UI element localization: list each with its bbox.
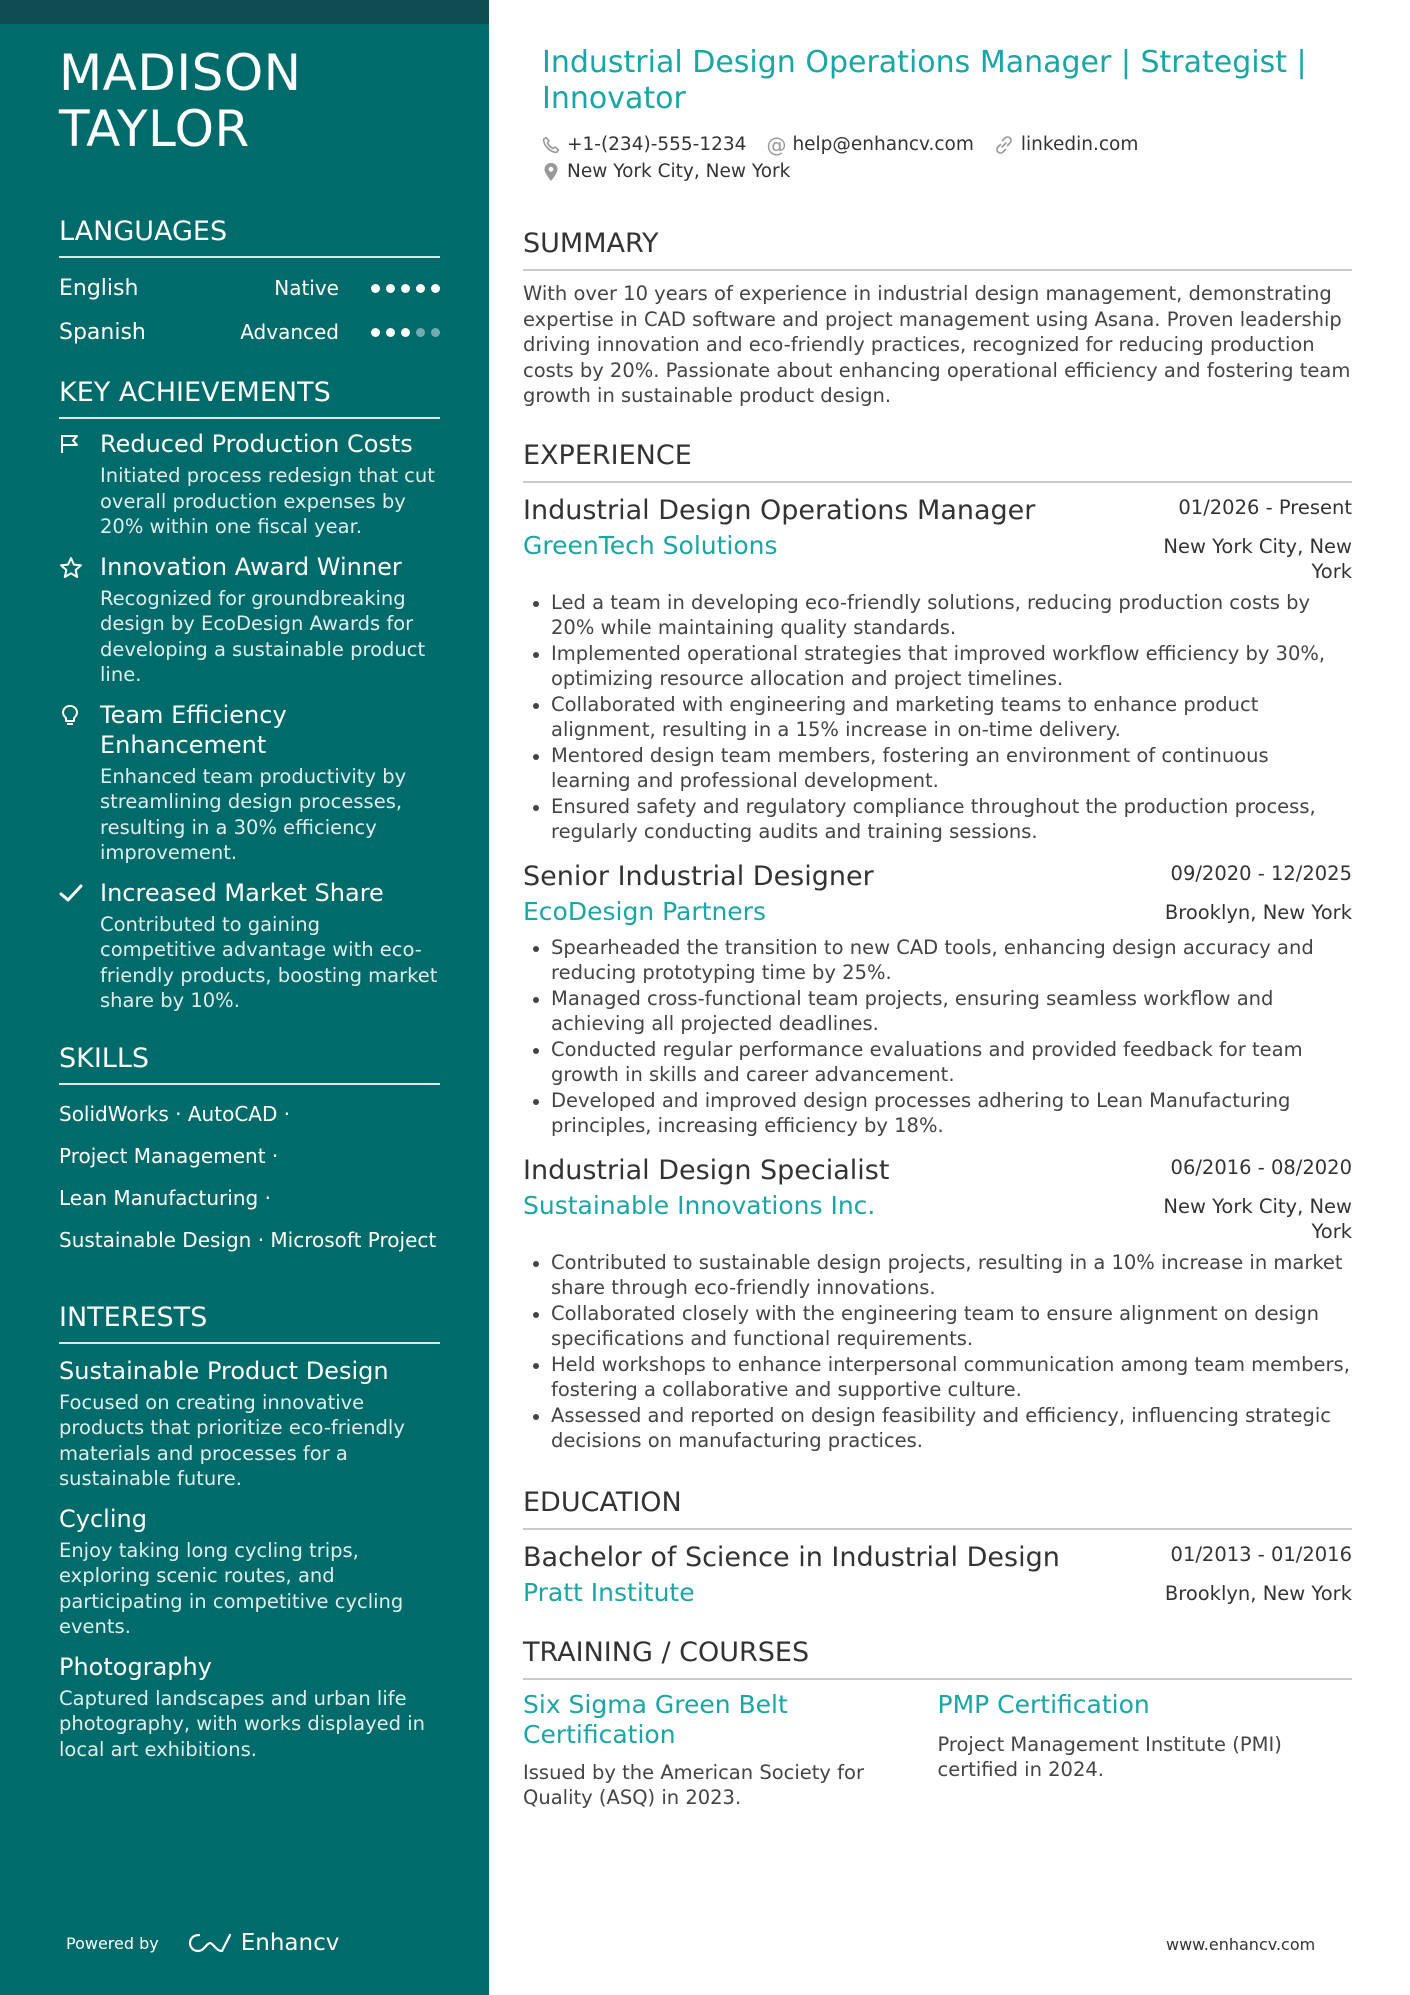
job-bullet: Collaborated with engineering and marketing teams to enhance product alignment, resulting in a 15% increase in on-time delivery. [523,692,1352,743]
course-item [938,1690,1353,1811]
course-item [523,1690,938,1811]
contact-info [542,131,1352,185]
rating-dot [386,328,395,337]
rating-dot [371,284,380,293]
job-bullet: Led a team in developing eco-friendly solutions, reducing production costs by 20% while maintaining quality standards. [523,590,1352,641]
job-bullet: Mentored design team members, fostering an environment of continuous learning and professional development. [523,743,1352,794]
language-rating [371,328,440,337]
job-bullets [523,935,1352,1139]
achievement-item [59,700,440,866]
job-bullet: Spearheaded the transition to new CAD tools, enhancing design accuracy and reducing prototyping time by 25%. [523,935,1352,986]
language-name: Spanish [59,319,146,345]
skill-line: Lean Manufacturing · [59,1185,271,1210]
interest-description: Focused on creating innovative products that prioritize eco-friendly materials and processes for a sustainable future. [59,1390,405,1490]
interest-description: Captured landscapes and urban life photography, with works displayed in local art exhibitions. [59,1686,425,1761]
achievement-title: Increased Market Share [100,878,384,907]
sidebar [0,0,489,1995]
candidate-name [59,45,440,157]
languages-section [59,215,440,354]
interest-description: Enjoy taking long cycling trips, exploring scenic routes, and participating in competitive cycling events. [59,1538,404,1638]
achievements-section [59,376,440,1014]
language-rating [371,284,440,293]
language-item [59,266,440,310]
contact-email[interactable] [766,133,973,157]
job-bullet: Collaborated closely with the engineering team to ensure alignment on design specifications and functional requirements. [523,1301,1352,1352]
job-bullet: Developed and improved design processes adhering to Lean Manufacturing principles, increasing efficiency by 18%. [523,1088,1352,1139]
skills-section [59,1042,440,1261]
flag-icon [59,429,100,540]
powered-by-label: Powered by [66,1933,159,1953]
checkmark-icon [59,878,100,1014]
footer-url[interactable]: www.enhancv.com [1166,1935,1316,1954]
enhancv-logo[interactable] [187,1930,340,1956]
job-company: GreenTech Solutions [523,530,778,560]
location-pin-icon [542,162,560,182]
phone-number: +1-(234)-555-1234 [567,134,747,155]
phone-icon [542,136,560,154]
rating-dot-empty [431,328,440,337]
experience-heading: EXPERIENCE [523,439,1352,483]
job-title: Senior Industrial Designer [523,860,874,892]
language-item [59,310,440,354]
interests-section [59,1301,440,1763]
job-company: Sustainable Innovations Inc. [523,1190,876,1220]
training-section [523,1636,1352,1811]
sidebar-top-bar [0,0,489,24]
job-location: New York City, New York [1163,534,1352,583]
job-bullet: Managed cross-functional team projects, ensuring seamless workflow and achieving all projected deadlines. [523,986,1352,1037]
job-title: Industrial Design Specialist [523,1154,890,1186]
language-level: Native [274,276,339,300]
job-bullets [523,1250,1352,1454]
achievement-description: Recognized for groundbreaking design by EcoDesign Awards for developing a sustainable product line. [100,586,426,686]
achievement-item [59,552,440,688]
job-company: EcoDesign Partners [523,896,766,926]
job-bullet: Assessed and reported on design feasibility and efficiency, influencing strategic decisions on manufacturing practices. [523,1403,1352,1454]
contact-location [542,161,790,182]
achievement-item [59,878,440,1014]
course-description: Project Management Institute (PMI) certified in 2024. [937,1732,1282,1781]
training-heading: TRAINING / COURSES [523,1636,1352,1680]
rating-dot [431,284,440,293]
skill-line: Sustainable Design · Microsoft Project [59,1227,437,1252]
languages-heading: LANGUAGES [59,215,440,258]
job-location: Brooklyn, New York [1164,900,1352,924]
job-bullet: Held workshops to enhance interpersonal communication among team members, fostering a collaborative and supportive culture. [523,1352,1352,1403]
star-icon [59,552,100,688]
interests-heading: INTERESTS [59,1301,440,1344]
achievement-description: Enhanced team productivity by streamlining design processes, resulting in a 30% efficiency improvement. [100,764,407,864]
school-name: Pratt Institute [523,1577,695,1607]
link-icon [994,136,1014,154]
headline: Industrial Design Operations Manager | Strategist | Innovator [542,45,1307,116]
rating-dot [401,328,410,337]
rating-dot [371,328,380,337]
interest-title: Cycling [59,1504,147,1533]
job-location: New York City, New York [1163,1194,1352,1243]
job-date: 06/2016 - 08/2020 [1170,1155,1352,1179]
education-date: 01/2013 - 01/2016 [1170,1542,1352,1566]
degree-title: Bachelor of Science in Industrial Design [523,1541,1060,1573]
summary-text: With over 10 years of experience in industrial design management, demonstrating expertise in CAD software and project management using Asana. Proven leadership driving innovation and eco-friendly practices, recognized for reducing production costs by 20%. Passionate about enhancing operational efficiency and fostering team growth in sustainable product design. [523,282,1351,407]
job-date: 09/2020 - 12/2025 [1170,861,1352,885]
interest-title: Photography [59,1652,212,1681]
contact-linkedin[interactable] [994,134,1138,155]
email-address: help@enhancv.com [792,134,974,155]
location-text: New York City, New York [567,161,791,182]
summary-section [523,227,1352,409]
achievement-description: Initiated process redesign that cut overall production expenses by 20% within one fiscal year. [100,464,435,538]
achievement-title: Reduced Production Costs [100,430,413,458]
job-entry [523,1153,1352,1454]
at-icon: @ [766,132,787,157]
summary-heading: SUMMARY [523,227,1352,271]
course-description: Issued by the American Society for Quality (ASQ) in 2023. [523,1760,864,1809]
achievements-heading: KEY ACHIEVEMENTS [59,376,440,419]
achievement-title: Innovation Award Winner [100,552,402,581]
first-name: MADISON [59,44,302,102]
achievement-description: Contributed to gaining competitive advantage with eco-friendly products, boosting market share by 10%. [100,912,438,1012]
rating-dot [386,284,395,293]
enhancv-brand-name: Enhancv [240,1930,340,1956]
enhancv-logo-icon [187,1931,233,1955]
job-bullet: Implemented operational strategies that improved workflow efficiency by 30%, optimizing resource allocation and project timelines. [523,641,1352,692]
course-title: Six Sigma Green Belt Certification [523,1689,788,1749]
interest-title: Sustainable Product Design [59,1356,389,1385]
job-bullet: Ensured safety and regulatory compliance throughout the production process, regularly conducting audits and training sessions. [523,794,1352,845]
experience-section [523,439,1352,1454]
lightbulb-icon [59,700,100,866]
achievement-item [59,429,440,540]
job-bullets [523,590,1352,845]
rating-dot [416,284,425,293]
main-content [523,45,1352,1811]
language-level: Advanced [240,320,339,344]
course-title: PMP Certification [937,1689,1150,1719]
skill-line: SolidWorks · AutoCAD · [59,1101,291,1126]
job-entry [523,493,1352,845]
job-date: 01/2026 - Present [1178,495,1352,519]
job-entry [523,859,1352,1139]
linkedin-url: linkedin.com [1020,134,1139,155]
powered-by [66,1930,339,1956]
skill-line: Project Management · [59,1143,279,1168]
education-heading: EDUCATION [523,1486,1352,1530]
contact-phone[interactable] [542,134,746,155]
skills-heading: SKILLS [59,1042,440,1085]
last-name: TAYLOR [59,100,250,158]
school-location: Brooklyn, New York [1164,1581,1352,1605]
job-bullet: Contributed to sustainable design projects, resulting in a 10% increase in market share through eco-friendly innovations. [523,1250,1352,1301]
rating-dot [401,284,410,293]
achievement-title: Team Efficiency Enhancement [100,700,287,759]
job-bullet: Conducted regular performance evaluations and provided feedback for team growth in skills and career advancement. [523,1037,1352,1088]
job-title: Industrial Design Operations Manager [523,494,1036,526]
education-section [523,1486,1352,1610]
language-name: English [59,275,139,301]
rating-dot-empty [416,328,425,337]
